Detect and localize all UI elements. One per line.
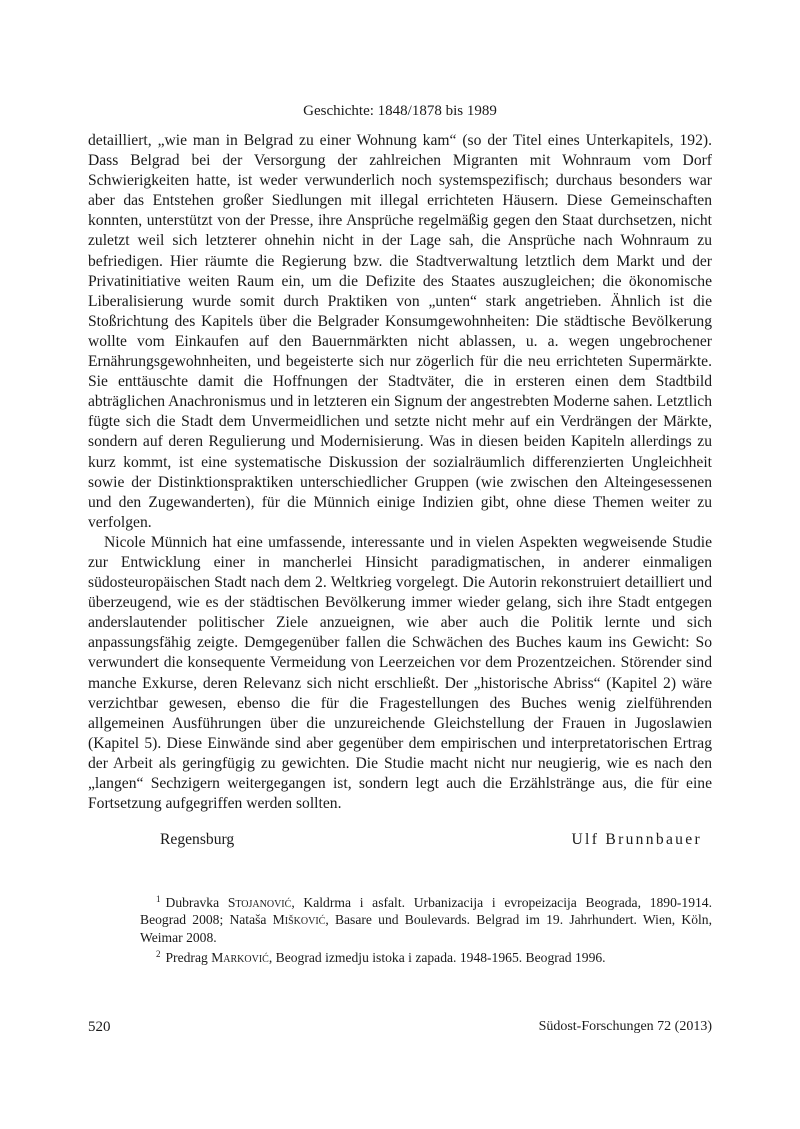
footnote-1-author1-last: Stojanović bbox=[227, 895, 292, 910]
footnote-2-author1-last: Marković bbox=[211, 950, 269, 966]
footnote-1-text2: , Basare und Boulevards. Belgrad im 19. Jahrhundert. Wien, Köln, Weimar 2008. bbox=[140, 912, 712, 945]
footnotes bbox=[140, 891, 712, 967]
footnote-1-author2-last: Mišković bbox=[272, 912, 326, 928]
running-head: Geschichte: 1848/1878 bis 1989 bbox=[303, 103, 497, 119]
page-number: 520 bbox=[88, 1019, 111, 1035]
footnote-1-author1-first: Dubravka bbox=[165, 895, 228, 910]
journal-citation: Südost-Forschungen 72 (2013) bbox=[538, 1019, 712, 1034]
footnote-1 bbox=[140, 891, 712, 946]
footnote-1-number: 1 bbox=[156, 894, 161, 904]
footnote-2-number: 2 bbox=[156, 949, 161, 960]
paragraph-2: Nicole Münnich hat eine umfassende, interessante und in vielen Aspekten wegweisende Studie zur Entwicklung einer in mancherlei Hinsicht paradigmatischen, in anderer einmaligen südosteuropäischen Stadt nach dem 2. Weltkrieg vorgelegt. Die Autorin rekonstruiert detailliert und überzeugend, wie es der städtischen Bevölkerung immer wieder gelang, sich ihre Stadt entgegen anderslautender politischer Ziele anzueignen, wie aber auch die Politik lernte und sich anpassungsfähig zeigte. Demgegenüber fallen die Schwächen des Buches kaum ins Gewicht: So verwundert die konsequente Vermeidung von Leerzeichen vor dem Prozentzeichen. Störender sind manche Exkurse, deren Relevanz sich nicht erschließt. Der „historische Abriss“ (Kapitel 2) wäre verzichtbar gewesen, ebenso die für die Fragestellungen des Buches wenig zielführenden allgemeinen Ausführungen über die unzureichende Gleichstellung der Frauen in Jugoslawien (Kapitel 5). Diese Einwände sind aber gegenüber dem empirischen und interpretatorischen Ertrag der Arbeit als geringfügig zu gewichten. Die Studie macht nicht nur neugierig, wie es nach den „langen“ Sechzigern weitergegangen ist, sondern legt auch die Erzählstränge aus, die für eine Fortsetzung aufgegriffen werden sollten. bbox=[88, 533, 712, 813]
footnote-2-text1: , Beograd izmedju istoka i zapada. 1948-1965. Beograd 1996. bbox=[268, 950, 606, 966]
signature-author: Ulf Brunnbauer bbox=[571, 831, 702, 849]
review-signature bbox=[88, 830, 712, 850]
footnote-1-text1: , Kaldrma i asfalt. Urbanizacija i evropeizacija Beograda, 1890-1914. Beograd 2008; Nataša bbox=[140, 895, 713, 928]
footnote-2 bbox=[140, 946, 712, 966]
article-body bbox=[88, 131, 712, 850]
footnote-2-author1-first: Predrag bbox=[165, 950, 212, 966]
signature-place: Regensburg bbox=[160, 831, 235, 849]
paragraph-1: detailliert, „wie man in Belgrad zu einer Wohnung kam“ (so der Titel eines Unterkapitels, 192). Dass Belgrad bei der Versorgung der zahlreichen Migranten mit Wohnraum vom Dorf Schwierigkeiten hatte, ist weder verwunderlich noch systemspezifisch; durchaus besonders war aber das Entstehen großer Siedlungen mit illegal errichteten Häusern. Diese Gemeinschaften konnten, unterstützt von der Presse, ihre Ansprüche regelmäßig gegen den Staat durchsetzen, nicht zuletzt weil sich letzterer ohnehin nicht in der Lage sah, die Ansprüche nach Wohnraum zu befriedigen. Hier räumte die Regierung bzw. die Stadtverwaltung letztlich dem Markt und der Privatinitiative weiten Raum ein, um die Defizite des Staates auszugleichen; die ökonomische Liberalisierung wurde somit durch Praktiken von „unten“ stark angetrieben. Ähnlich ist die Stoßrichtung des Kapitels über die Belgrader Konsumgewohnheiten: Die städtische Bevölkerung wollte vom Einkaufen auf den Bauernmärkten nicht ablassen, u. a. wegen ungebrochener Ernährungsgewohnheiten, und begeisterte sich nur zögerlich für die neu errichteten Supermärkte. Sie enttäuschte damit die Hoffnungen der Stadtväter, die in ersteren einen dem Stadtbild abträglichen Anachronismus und in letzteren ein Signum der angestrebten Moderne sahen. Letztlich fügte sich die Stadt dem Unvermeidlichen und setzte nicht mehr auf ein Verdrängen der Märkte, sondern auf deren Regulierung und Modernisierung. Was in diesen beiden Kapiteln allerdings zu kurz kommt, ist eine systematische Diskussion der sozialräumlich differenzierten Ungleichheit sowie der Distinktionspraktiken unterschiedlicher Gruppen (wie zwischen den Alteingesessenen und den Zugewanderten), für die Münnich einige Indizien gibt, ohne diese Themen weiter zu verfolgen. bbox=[88, 132, 712, 531]
